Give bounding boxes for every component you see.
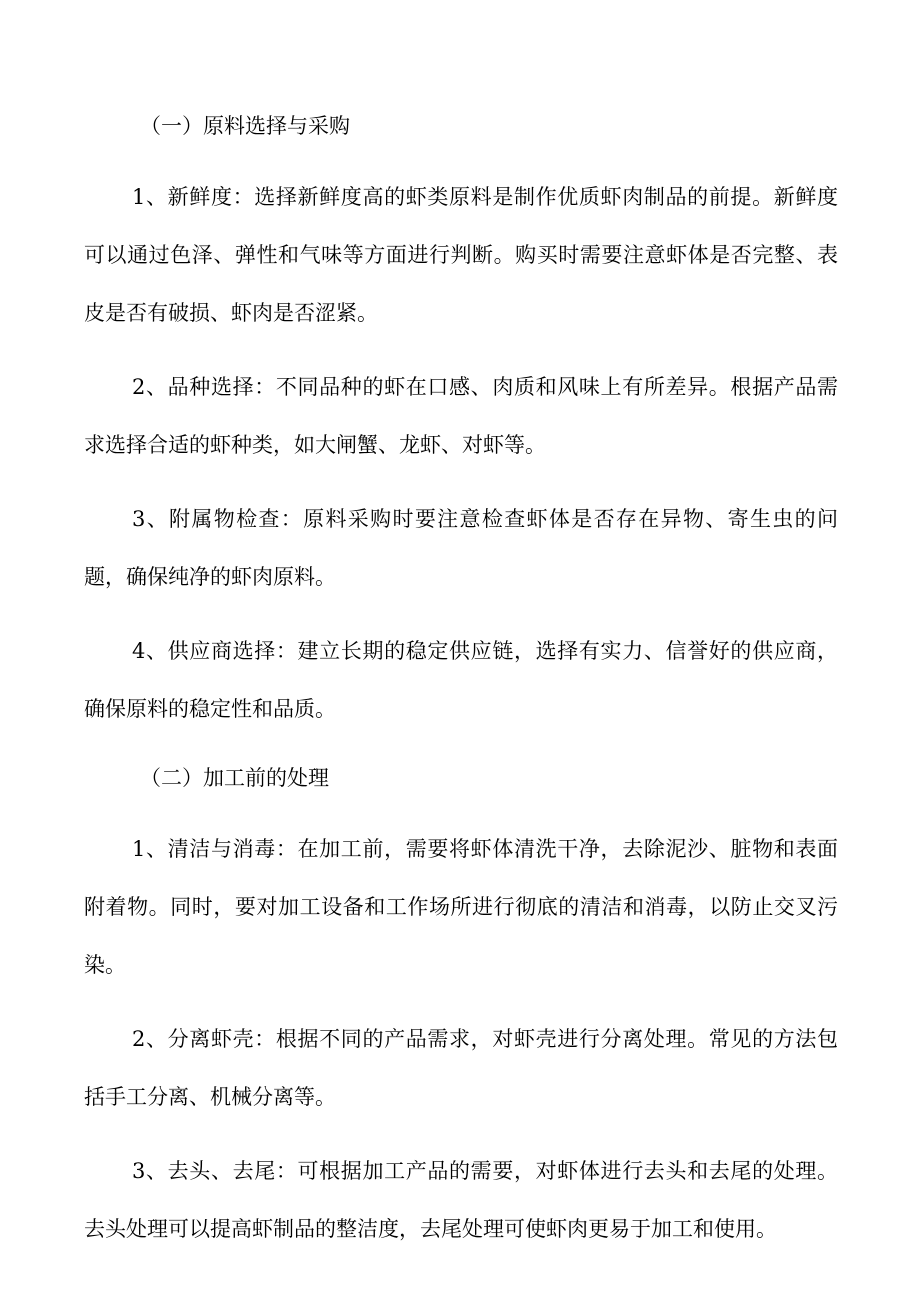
paragraph-variety-selection: 2、品种选择：不同品种的虾在口感、肉质和风味上有所差异。根据产品需求选择合适的虾种类，如大闸蟹、龙虾、对虾等。 [84, 375, 838, 457]
paragraph-cleaning-disinfection: 1、清洁与消毒：在加工前，需要将虾体清洗干净，去除泥沙、脏物和表面附着物。同时，要对加工设备和工作场所进行彻底的清洁和消毒，以防止交叉污染。 [84, 837, 838, 977]
paragraph-attachment-inspection: 3、附属物检查：原料采购时要注意检查虾体是否存在异物、寄生虫的问题，确保纯净的虾肉原料。 [84, 507, 838, 589]
paragraph-freshness: 1、新鲜度：选择新鲜度高的虾类原料是制作优质虾肉制品的前提。新鲜度可以通过色泽、弹性和气味等方面进行判断。购买时需要注意虾体是否完整、表皮是否有破损、虾肉是否涩紧。 [84, 185, 838, 325]
section-heading-raw-material: （一）原料选择与采购 [140, 114, 350, 138]
paragraph-head-tail-removal: 3、去头、去尾：可根据加工产品的需要，对虾体进行去头和去尾的处理。去头处理可以提高虾制品的整洁度，去尾处理可使虾肉更易于加工和使用。 [84, 1159, 838, 1241]
paragraph-supplier-selection: 4、供应商选择：建立长期的稳定供应链，选择有实力、信誉好的供应商，确保原料的稳定性和品质。 [84, 639, 838, 721]
document-body [84, 102, 838, 1258]
paragraph-shell-separation: 2、分离虾壳：根据不同的产品需求，对虾壳进行分离处理。常见的方法包括手工分离、机械分离等。 [84, 1027, 838, 1109]
section-heading-pre-processing: （二）加工前的处理 [140, 766, 329, 790]
